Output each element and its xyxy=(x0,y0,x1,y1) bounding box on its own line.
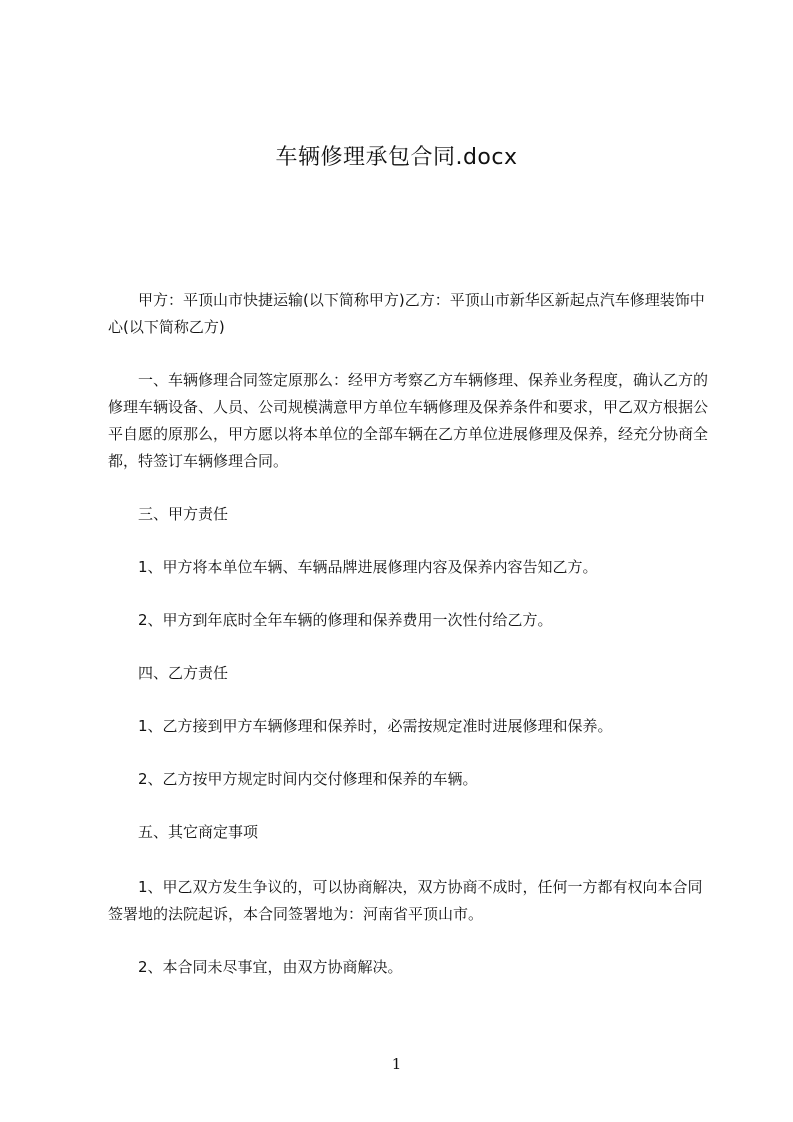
parties-paragraph: 甲方：平顶山市快捷运输(以下简称甲方)乙方：平顶山市新华区新起点汽车修理装饰中心(以下简称乙方) xyxy=(108,291,705,336)
other-item-2: 2、本合同未尽事宜，由双方协商解决。 xyxy=(138,958,403,976)
document-title: 车辆修理承包合同.docx xyxy=(275,145,518,170)
page-number: 1 xyxy=(391,1055,402,1073)
other-heading: 五、其它商定事项 xyxy=(138,823,259,841)
party-a-heading: 三、甲方责任 xyxy=(138,505,229,523)
principle-paragraph: 一、车辆修理合同签定原那么：经甲方考察乙方车辆修理、保养业务程度，确认乙方的修理车辆设备、人员、公司规模满意甲方单位车辆修理及保养条件和要求，甲乙双方根据公平自愿的原那么，甲方愿以将本单位的全部车辆在乙方单位进展修理及保养，经充分协商全都，特签订车辆修理合同。 xyxy=(108,371,709,470)
party-a-item-1: 1、甲方将本单位车辆、车辆品牌进展修理内容及保养内容告知乙方。 xyxy=(138,558,598,576)
party-b-item-1: 1、乙方接到甲方车辆修理和保养时，必需按规定准时进展修理和保养。 xyxy=(138,717,613,735)
party-a-item-2: 2、甲方到年底时全年车辆的修理和保养费用一次性付给乙方。 xyxy=(138,611,553,629)
other-item-1: 1、甲乙双方发生争议的，可以协商解决，双方协商不成时，任何一方都有权向本合同签署地的法院起诉，本合同签署地为：河南省平顶山市。 xyxy=(108,878,703,923)
party-b-item-2: 2、乙方按甲方规定时间内交付修理和保养的车辆。 xyxy=(138,770,478,788)
party-b-heading: 四、乙方责任 xyxy=(138,664,229,682)
